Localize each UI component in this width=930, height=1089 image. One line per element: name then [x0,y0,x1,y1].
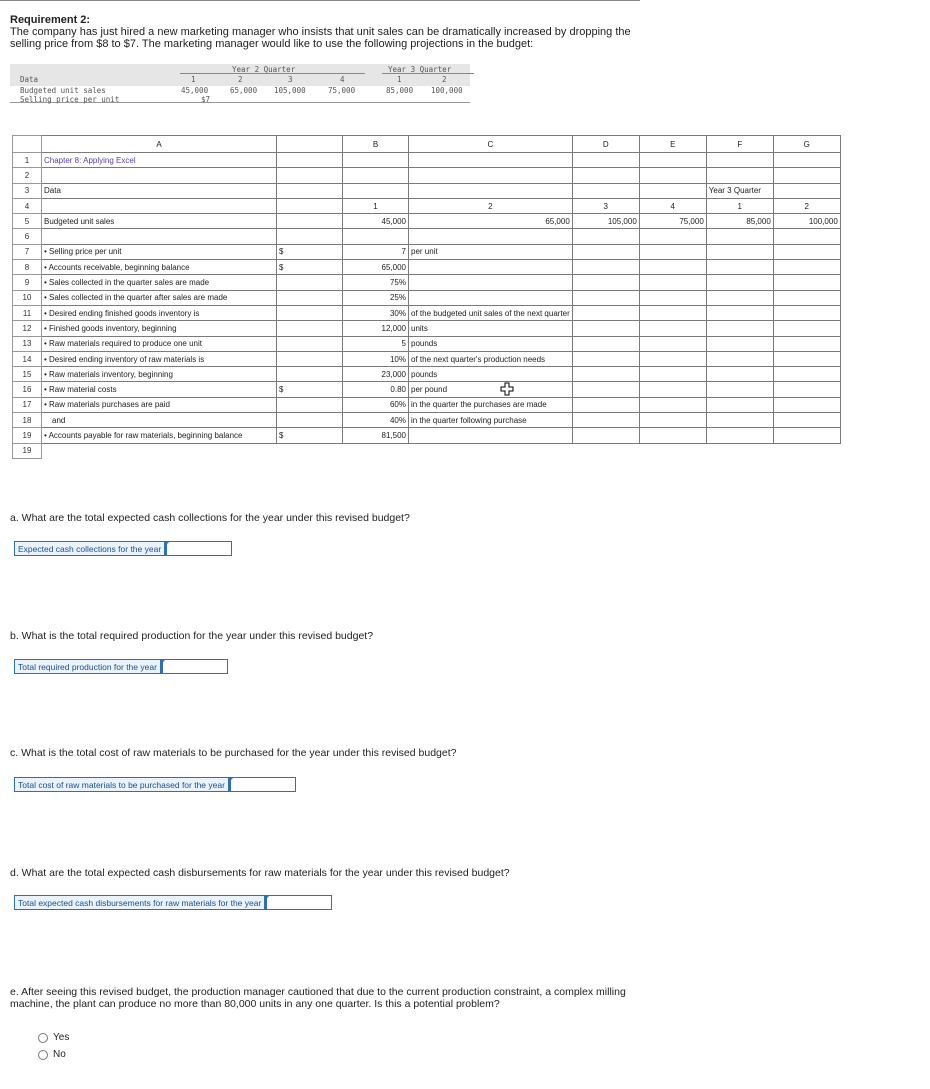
table-row: 3 Data Year 3 Quarter [13,183,841,198]
top-divider [0,0,640,1]
table-row: 2 [13,168,841,183]
table-row: 16 • Raw material costs $ 0.80 per pound [13,382,841,397]
answer-a-label: Expected cash collections for the year [14,541,165,556]
assumption-note: per pound [409,382,573,397]
table-row: 18 and 40% in the quarter following purchase [13,413,841,428]
assumption-label: • Raw materials required to produce one unit [42,336,277,351]
table-row: 10 • Sales collected in the quarter after sales are made 25% [13,290,841,305]
table-row: 4 1 2 3 4 1 2 [13,198,841,213]
preview-sales-label: Budgeted unit sales [20,86,106,95]
assumption-label: • Selling price per unit [42,244,277,259]
assumption-value: 65,000 [343,260,409,275]
data-label: Data [42,183,277,198]
table-row: 19 • Accounts payable for raw materials, beginning balance $ 81,500 [13,428,841,443]
assumption-note: per unit [409,244,573,259]
assumption-note: pounds [409,367,573,382]
requirement-block [10,14,650,50]
assumption-value: 40% [343,413,409,428]
answer-c-row [14,777,296,792]
assumption-note [409,290,573,305]
table-row: 6 [13,229,841,244]
assumption-label: and [42,413,277,428]
assumption-label: • Raw materials purchases are paid [42,397,277,412]
assumption-label: • Sales collected in the quarter after sales are made [42,290,277,305]
requirement-title: Requirement 2: [10,14,91,26]
assumption-label: • Raw materials inventory, beginning [42,367,277,382]
table-row: 19 [13,443,841,458]
assumption-value: 25% [343,290,409,305]
assumption-label: • Accounts receivable, beginning balance [42,260,277,275]
sales-label: Budgeted unit sales [42,214,277,229]
assumption-note [409,428,573,443]
table-row: 7 • Selling price per unit $ 7 per unit [13,244,841,259]
preview-year2-label: Year 2 Quarter [232,65,296,74]
assumption-label: • Accounts payable for raw materials, beginning balance [42,428,277,443]
answer-b-row [14,659,228,674]
question-c: c. What is the total cost of raw materials to be purchased for the year under this revised budget? [10,747,457,759]
table-row: 9 • Sales collected in the quarter sales are made 75% [13,275,841,290]
preview-price-label: Selling price per unit [20,95,120,104]
assumption-note: in the quarter the purchases are made [409,397,573,412]
answer-b-label: Total required production for the year [14,659,161,674]
question-d: d. What are the total expected cash disbursements for raw materials for the year under this revised budget? [10,867,510,879]
assumption-label: • Desired ending inventory of raw materials is [42,351,277,366]
assumption-note: pounds [409,336,573,351]
answer-d-label: Total expected cash disbursements for raw materials for the year [14,895,265,910]
assumption-label: • Finished goods inventory, beginning [42,321,277,336]
assumption-label: • Sales collected in the quarter sales are made [42,275,277,290]
answer-b-input[interactable] [161,659,228,674]
table-row: 13 • Raw materials required to produce one unit 5 pounds [13,336,841,351]
table-row: 12 • Finished goods inventory, beginning 12,000 units [13,321,841,336]
table-row: 8 • Accounts receivable, beginning balance $ 65,000 [13,260,841,275]
assumption-value: 0.80 [343,382,409,397]
answer-a-row [14,541,232,556]
assumption-value: 7 [343,244,409,259]
assumption-note: of the budgeted unit sales of the next quarter [409,305,573,320]
question-a: a. What are the total expected cash collections for the year under this revised budget? [10,512,410,524]
assumption-note: units [409,321,573,336]
assumption-note: in the quarter following purchase [409,413,573,428]
assumption-value: 23,000 [343,367,409,382]
spreadsheet [12,135,841,459]
assumption-rows [13,244,841,458]
year3-label: Year 3 Quarter [706,183,773,198]
assumption-value: 75% [343,275,409,290]
requirement-text: The company has just hired a new marketing manager who insists that unit sales can be dramatically increased by dropping the selling price from $8 to $7. The marketing manager would like to use the following projections in the budget: [10,26,631,50]
assumption-value: 60% [343,397,409,412]
assumption-note [409,260,573,275]
table-row: 1 Chapter 8: Applying Excel [13,153,841,168]
move-cursor-icon [500,382,514,396]
sheet-title: Chapter 8: Applying Excel [42,153,277,168]
answer-d-input[interactable] [265,895,332,910]
answer-d-row [14,895,332,910]
assumption-value: 10% [343,351,409,366]
table-row: 5 Budgeted unit sales 45,000 65,000 105,000 75,000 85,000 100,000 [13,214,841,229]
assumption-value: 12,000 [343,321,409,336]
answer-c-label: Total cost of raw materials to be purchased for the year [14,777,229,792]
preview-data-label: Data [20,75,39,84]
radio-circle-icon[interactable] [38,1033,48,1043]
table-row: 14 • Desired ending inventory of raw materials is 10% of the next quarter's production needs [13,351,841,366]
preview-year3-label: Year 3 Quarter [388,65,452,74]
assumption-note: of the next quarter's production needs [409,351,573,366]
assumption-value: 30% [343,305,409,320]
column-header-row: A B C D E F G [13,136,841,153]
assumption-label: • Raw material costs [42,382,277,397]
table-row: 15 • Raw materials inventory, beginning 23,000 pounds [13,367,841,382]
assumption-value: 81,500 [343,428,409,443]
option-no[interactable]: No [38,1049,66,1060]
assumption-value: 5 [343,336,409,351]
table-row: 11 • Desired ending finished goods inventory is 30% of the budgeted unit sales of the next quarter [13,305,841,320]
question-e: e. After seeing this revised budget, the production manager cautioned that due to the current production constraint, a complex milling machine, the plant can produce no more than 80,000 units in any one quarter. Is this a potential problem? [10,986,626,1010]
assumption-note [409,275,573,290]
assumption-label: • Desired ending finished goods inventory is [42,305,277,320]
option-yes[interactable]: Yes [38,1032,69,1043]
question-b: b. What is the total required production for the year under this revised budget? [10,630,374,642]
projection-preview: Year 2 Quarter Year 3 Quarter Data 1 2 3 4 1 2 Budgeted unit sales 45,000 65,000 105,000 75,000 85,000 100,000 Selling price per unit $7 [10,64,470,104]
radio-circle-icon[interactable] [38,1050,48,1060]
preview-price: $7 [201,95,211,104]
answer-a-input[interactable] [165,541,232,556]
table-row: 17 • Raw materials purchases are paid 60% in the quarter the purchases are made [13,397,841,412]
answer-c-input[interactable] [229,777,296,792]
